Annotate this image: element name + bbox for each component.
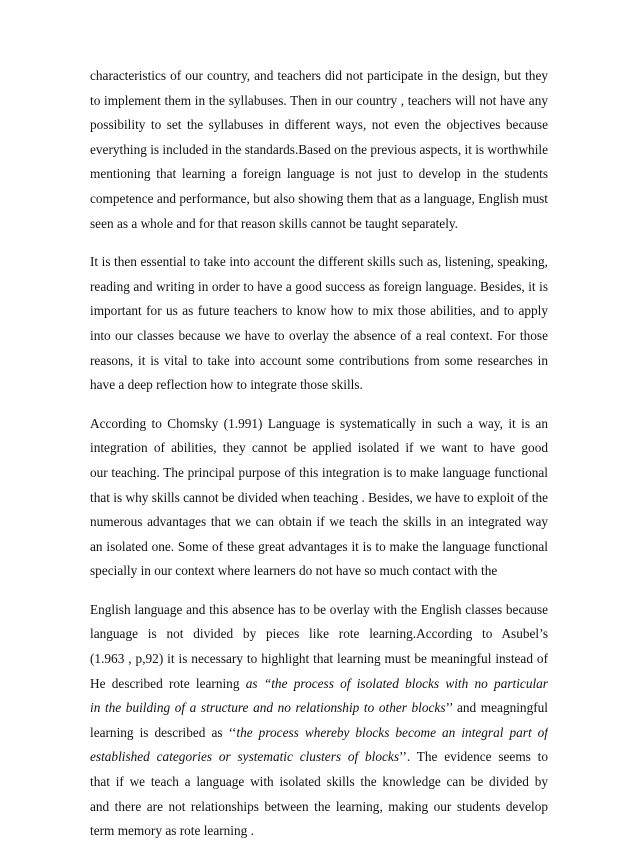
- text-segment: learning is described as ‘‘: [90, 724, 237, 740]
- text-segment: ’’ and meagningful: [445, 700, 548, 716]
- paragraph-2: [90, 250, 548, 398]
- text-line: (1.963 , p,92) it is necessary to highlight that learning must be meaningful instead of: [90, 651, 548, 667]
- text-line: have a deep reflection how to integrate those skills.: [90, 377, 363, 393]
- text-line: that is why skills cannot be divided when teaching . Besides, we have to exploit of the: [90, 489, 548, 505]
- text-line: competence and performance, but also showing them that as a language, English must: [90, 190, 548, 206]
- quote-italic: established categories or systematic clusters of blocks: [90, 749, 400, 765]
- quote-italic: the process whereby blocks become an integral part of: [236, 724, 548, 740]
- text-segment: He described rote learning: [90, 675, 246, 691]
- text-line: our teaching. The principal purpose of this integration is to make language functional: [90, 464, 548, 480]
- text-line: into our classes because we have to overlay the absence of a real context. For those: [90, 327, 548, 343]
- text-line: English language and this absence has to be overlay with the English classes because: [90, 601, 548, 617]
- text-line: possibility to set the syllabuses in different ways, not even the objectives because: [90, 117, 548, 133]
- text-line: numerous advantages that we can obtain if we teach the skills in an integrated way: [90, 514, 548, 530]
- quote-italic: as “the process of isolated blocks with no particular: [245, 675, 548, 691]
- text-segment: ’’. The evidence seems to: [399, 749, 548, 765]
- quote-italic: in the building of a structure and no relationship to other blocks: [90, 700, 446, 716]
- text-line: According to Chomsky (1.991) Language is systematically in such a way, it is an: [90, 415, 548, 431]
- text-line: and there are not relationships between the learning, making our students develop: [90, 798, 548, 814]
- text-line: integration of abilities, they cannot be applied isolated if we want to have good: [90, 440, 548, 456]
- text-line: to implement them in the syllabuses. Then in our country , teachers will not have any: [90, 92, 548, 108]
- paragraph-4: [90, 598, 548, 844]
- text-line-mixed: [90, 672, 548, 697]
- text-line-mixed: [90, 696, 548, 721]
- text-line: It is then essential to take into account the different skills such as, listening, speaking,: [90, 254, 548, 270]
- text-line: seen as a whole and for that reason skills cannot be taught separately.: [90, 215, 459, 231]
- text-line: language is not divided by pieces like rote learning.According to Asubel’s: [90, 626, 548, 642]
- text-line: characteristics of our country, and teachers did not participate in the design, but they: [90, 68, 548, 83]
- paragraph-1: [90, 64, 548, 236]
- text-line-mixed: [90, 745, 548, 770]
- text-line: important for us as future teachers to know how to mix those abilities, and to apply: [90, 303, 548, 319]
- text-line: term memory as rote learning .: [90, 823, 254, 839]
- paragraph-3: [90, 412, 548, 584]
- text-line: everything is included in the standards.Based on the previous aspects, it is worthwhile: [90, 141, 548, 157]
- text-line: reasons, it is vital to take into account some contributions from some researches in: [90, 352, 548, 368]
- text-line: specially in our context where learners do not have so much contact with the: [90, 563, 498, 579]
- text-line-mixed: [90, 721, 548, 746]
- text-line: an isolated one. Some of these great advantages it is to make the language functional: [90, 538, 548, 554]
- text-line: mentioning that learning a foreign language is not just to develop in the students: [90, 166, 548, 182]
- text-line: that if we teach a language with isolated skills the knowledge can be divided by: [90, 774, 548, 790]
- text-line: reading and writing in order to have a good success as foreign language. Besides, it is: [90, 278, 548, 294]
